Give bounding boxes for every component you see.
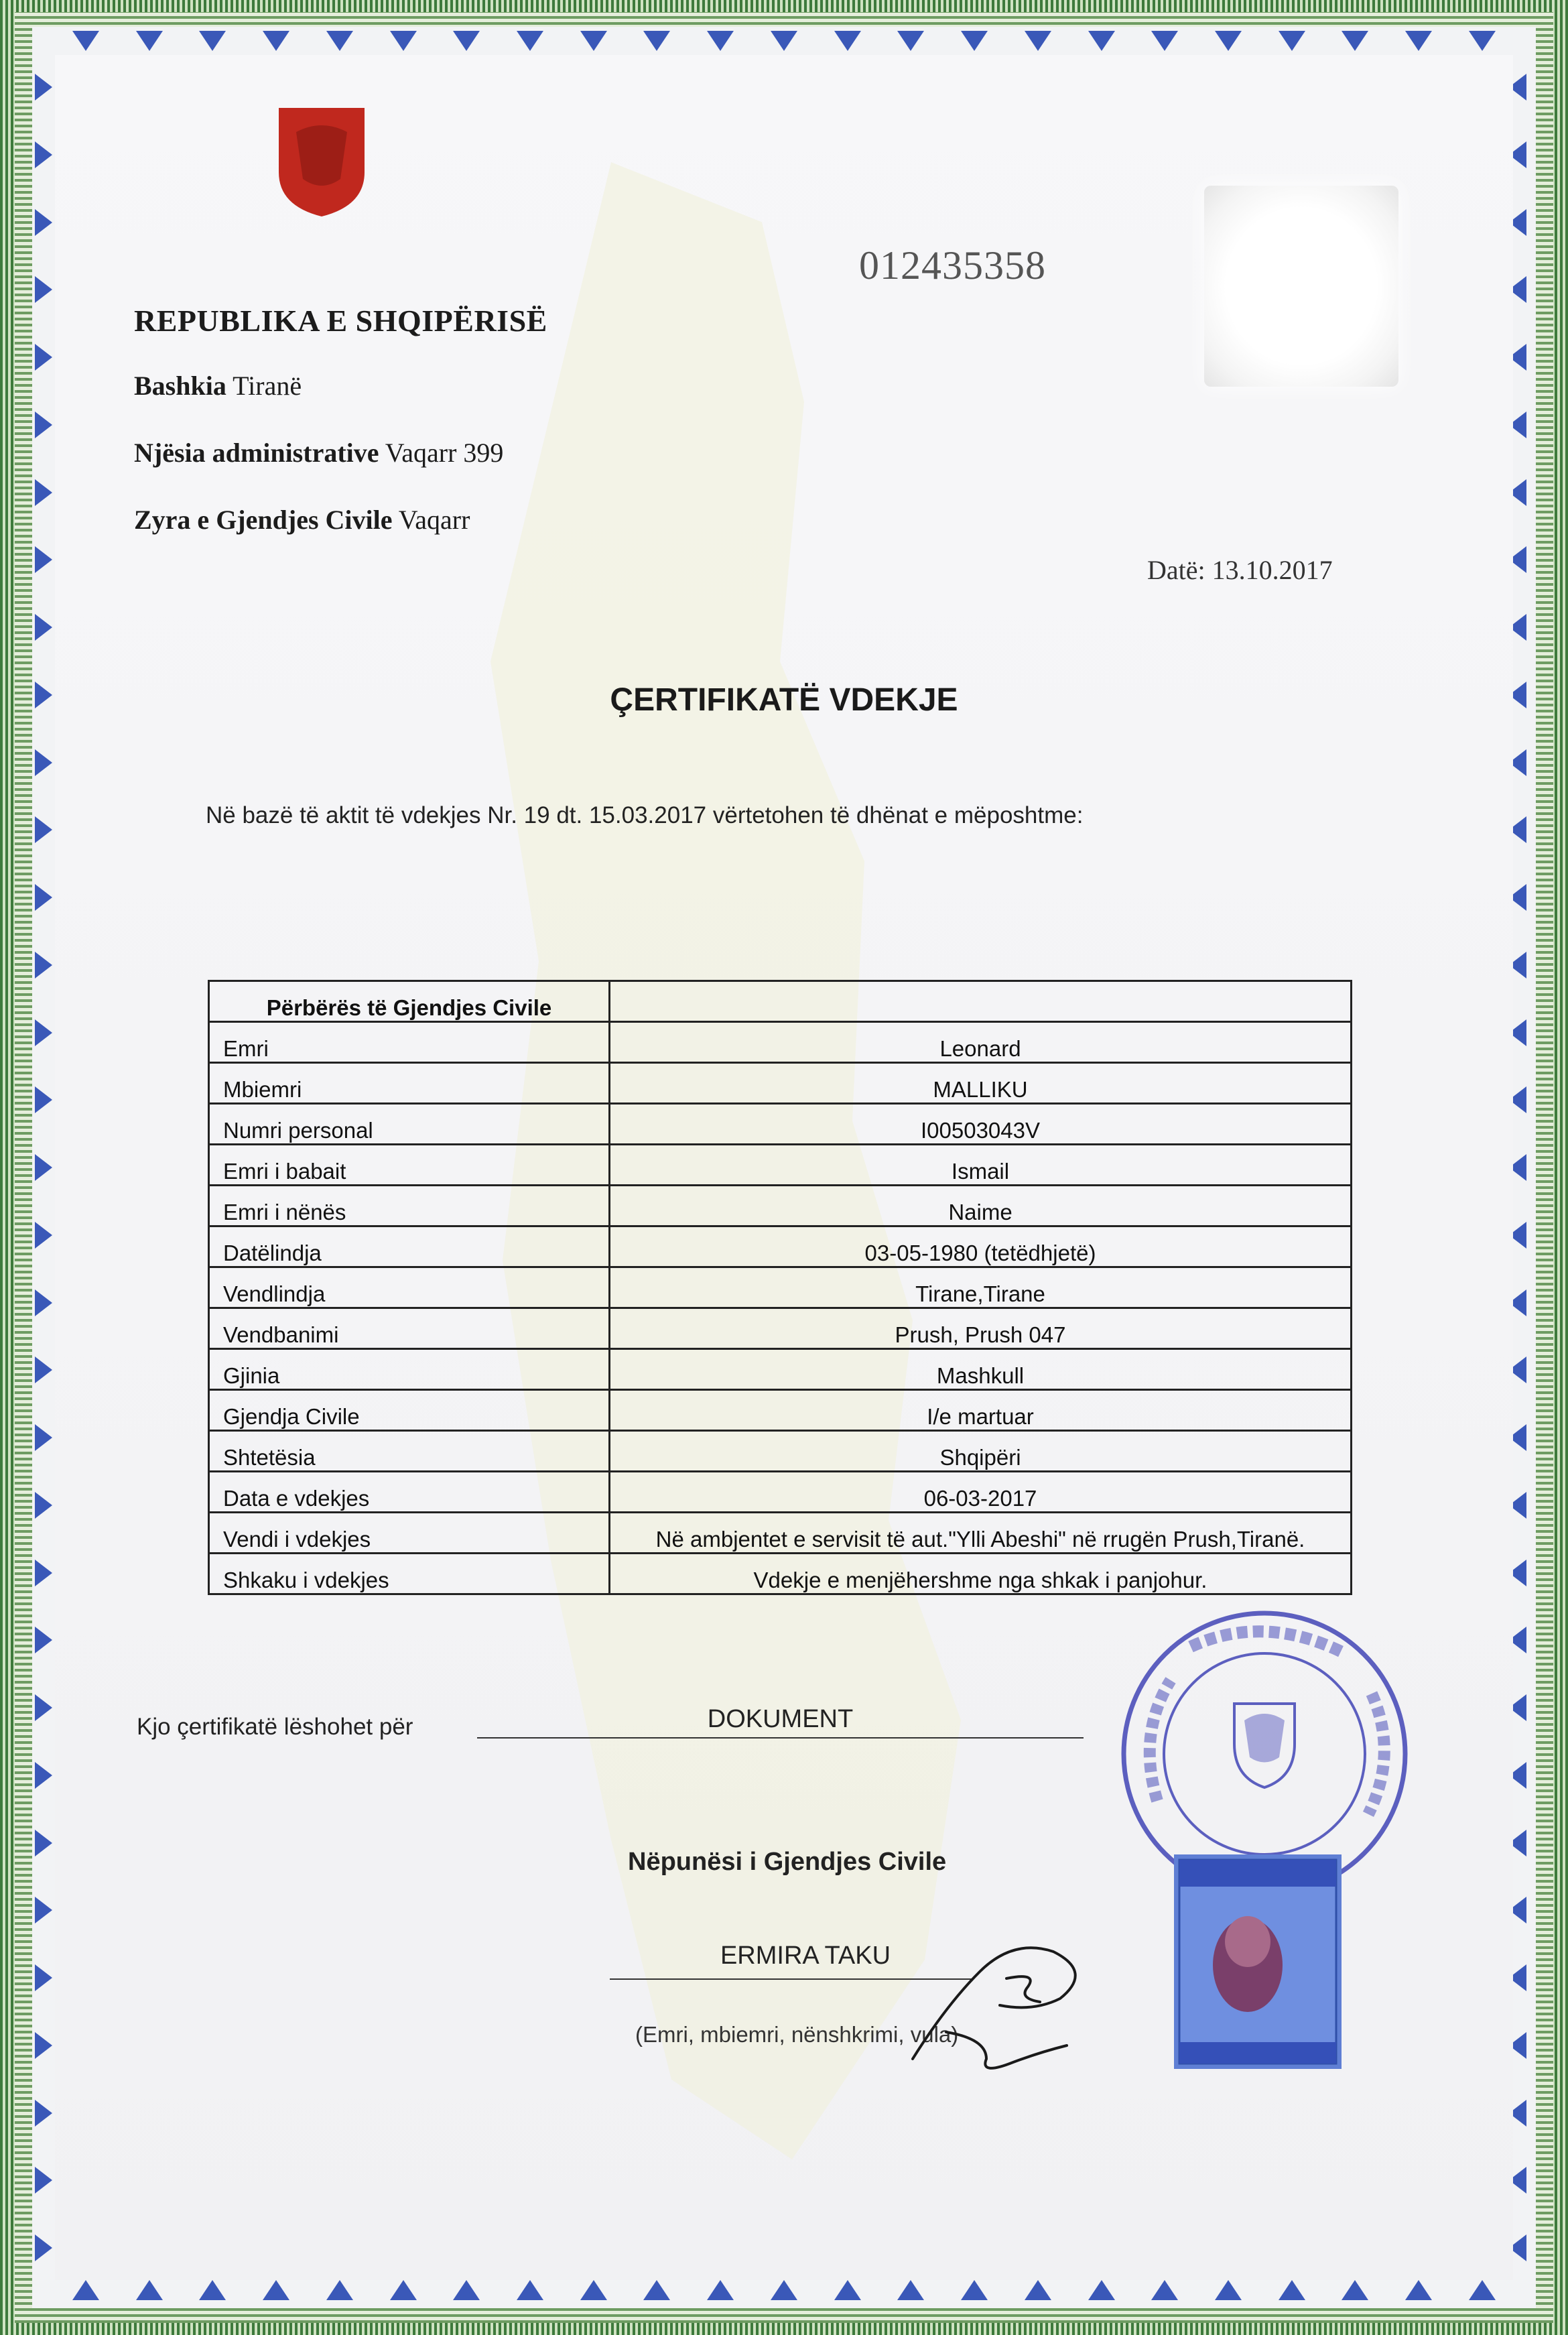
border-triangle <box>517 31 543 51</box>
row-label: Gjendja Civile <box>209 1390 610 1431</box>
table-row <box>209 1226 1352 1267</box>
border-triangle <box>35 276 52 303</box>
border-triangle <box>35 952 52 979</box>
row-label: Shkaku i vdekjes <box>209 1554 610 1594</box>
border-triangle <box>390 31 417 51</box>
border-triangle <box>1151 2280 1178 2300</box>
table-row <box>209 1022 1352 1063</box>
border-triangle <box>35 816 52 843</box>
border-triangle <box>580 2280 607 2300</box>
border-triangle <box>643 2280 670 2300</box>
triangle-border-top <box>72 31 1496 55</box>
border-triangle <box>35 1154 52 1181</box>
table-row <box>209 1308 1352 1349</box>
officer-name: ERMIRA TAKU <box>720 1942 891 1970</box>
zyra-value: Vaqarr <box>398 505 470 535</box>
border-triangle <box>1469 31 1496 51</box>
zyra-line <box>134 504 470 535</box>
border-triangle <box>326 31 353 51</box>
border-triangle <box>580 31 607 51</box>
row-value: Naime <box>610 1186 1352 1226</box>
bashkia-value: Tiranë <box>233 371 302 401</box>
row-value: Shqipëri <box>610 1431 1352 1472</box>
officer-title: Nëpunësi i Gjendjes Civile <box>628 1848 947 1876</box>
row-value: I/e martuar <box>610 1390 1352 1431</box>
border-triangle <box>707 2280 734 2300</box>
row-label: Gjinia <box>209 1349 610 1390</box>
row-label: Vendi i vdekjes <box>209 1513 610 1554</box>
table-header-row <box>209 981 1352 1022</box>
border-triangle <box>35 1492 52 1519</box>
border-triangle <box>35 2100 52 2127</box>
border-triangle <box>35 209 52 236</box>
border-triangle <box>35 884 52 911</box>
table-header-value <box>610 981 1352 1022</box>
albanian-emblem-icon <box>276 105 367 219</box>
row-label: Datëlindja <box>209 1226 610 1267</box>
issued-for-value: DOKUMENT <box>707 1705 854 1733</box>
border-triangle <box>643 31 670 51</box>
zyra-label: Zyra e Gjendjes Civile <box>134 505 393 535</box>
row-value: MALLIKU <box>610 1063 1352 1104</box>
border-triangle <box>1215 2280 1242 2300</box>
table-row <box>209 1063 1352 1104</box>
border-triangle <box>136 31 163 51</box>
table-row <box>209 1390 1352 1431</box>
njesia-label: Njësia administrative <box>134 438 379 468</box>
border-triangle <box>35 682 52 708</box>
border-triangle <box>35 412 52 438</box>
border-triangle <box>72 31 99 51</box>
border-triangle <box>199 31 226 51</box>
border-triangle <box>35 74 52 101</box>
border-triangle <box>453 2280 480 2300</box>
border-triangle <box>35 2234 52 2261</box>
border-triangle <box>35 749 52 776</box>
row-label: Vendbanimi <box>209 1308 610 1349</box>
certificate-title: ÇERTIFIKATË VDEKJE <box>610 682 958 718</box>
border-triangle <box>35 1560 52 1586</box>
border-triangle <box>35 1627 52 1653</box>
officer-caption: (Emri, mbiemri, nënshkrimi, vula) <box>635 2022 959 2047</box>
border-triangle <box>897 2280 924 2300</box>
border-triangle <box>35 1762 52 1789</box>
border-triangle <box>1215 31 1242 51</box>
table-row <box>209 1145 1352 1186</box>
table-row <box>209 1349 1352 1390</box>
republic-heading: REPUBLIKA E SHQIPËRISË <box>134 304 547 338</box>
row-label: Numri personal <box>209 1104 610 1145</box>
table-header-label: Përbërës të Gjendjes Civile <box>209 981 610 1022</box>
serial-number: 012435358 <box>859 243 1046 288</box>
border-triangle <box>1405 31 1432 51</box>
border-triangle <box>35 1694 52 1721</box>
row-label: Mbiemri <box>209 1063 610 1104</box>
row-label: Shtetësia <box>209 1431 610 1472</box>
border-triangle <box>35 1964 52 1991</box>
border-triangle <box>1469 2280 1496 2300</box>
border-triangle <box>326 2280 353 2300</box>
issued-for-underline <box>477 1737 1084 1739</box>
issue-date: Datë: 13.10.2017 <box>1147 555 1333 585</box>
row-value: Tirane,Tirane <box>610 1267 1352 1308</box>
border-triangle <box>35 2032 52 2059</box>
tax-stamp-icon <box>1174 1854 1342 2069</box>
border-triangle <box>35 1356 52 1383</box>
row-label: Emri i nënës <box>209 1186 610 1226</box>
row-value: Vdekje e menjëhershme nga shkak i panjohur. <box>610 1554 1352 1594</box>
border-triangle <box>136 2280 163 2300</box>
border-triangle <box>35 1897 52 1923</box>
njesia-line <box>134 437 503 468</box>
table-row <box>209 1186 1352 1226</box>
bashkia-line <box>134 370 302 401</box>
row-value: 03-05-1980 (tetëdhjetë) <box>610 1226 1352 1267</box>
row-label: Emri <box>209 1022 610 1063</box>
border-triangle <box>35 1424 52 1451</box>
border-triangle <box>35 344 52 371</box>
border-triangle <box>834 2280 861 2300</box>
intro-statement: Në bazë të aktit të vdekjes Nr. 19 dt. 15.03.2017 vërtetohen të dhënat e mëposhtme: <box>206 802 1084 828</box>
border-triangle <box>1025 31 1051 51</box>
border-triangle <box>35 2167 52 2194</box>
border-triangle <box>35 614 52 641</box>
table-row <box>209 1431 1352 1472</box>
border-triangle <box>961 31 988 51</box>
border-triangle <box>1279 2280 1305 2300</box>
row-label: Vendlindja <box>209 1267 610 1308</box>
row-label: Emri i babait <box>209 1145 610 1186</box>
row-value: 06-03-2017 <box>610 1472 1352 1513</box>
border-triangle <box>1025 2280 1051 2300</box>
njesia-value: Vaqarr 399 <box>385 438 504 468</box>
border-triangle <box>1279 31 1305 51</box>
border-triangle <box>1342 2280 1368 2300</box>
border-triangle <box>771 31 797 51</box>
border-triangle <box>35 1289 52 1316</box>
border-triangle <box>35 141 52 168</box>
row-value: Prush, Prush 047 <box>610 1308 1352 1349</box>
border-triangle <box>834 31 861 51</box>
border-triangle <box>35 546 52 573</box>
border-triangle <box>35 479 52 506</box>
border-triangle <box>707 31 734 51</box>
certificate-paper <box>55 55 1513 2280</box>
border-triangle <box>263 2280 289 2300</box>
row-value: Në ambjentet e servisit të aut."Ylli Abeshi" në rrugën Prush,Tiranë. <box>610 1513 1352 1554</box>
border-triangle <box>1088 31 1115 51</box>
border-triangle <box>897 31 924 51</box>
border-triangle <box>35 1830 52 1856</box>
border-triangle <box>390 2280 417 2300</box>
border-triangle <box>35 1222 52 1249</box>
row-value: I00503043V <box>610 1104 1352 1145</box>
table-row <box>209 1554 1352 1594</box>
row-value: Mashkull <box>610 1349 1352 1390</box>
border-triangle <box>72 2280 99 2300</box>
row-value: Leonard <box>610 1022 1352 1063</box>
border-triangle <box>1342 31 1368 51</box>
table-row <box>209 1104 1352 1145</box>
border-triangle <box>263 31 289 51</box>
row-value: Ismail <box>610 1145 1352 1186</box>
table-row <box>209 1472 1352 1513</box>
border-triangle <box>1151 31 1178 51</box>
issued-for-label: Kjo çertifikatë lëshohet për <box>137 1714 413 1740</box>
bashkia-label: Bashkia <box>134 371 226 401</box>
border-triangle <box>771 2280 797 2300</box>
civil-status-table <box>208 980 1352 1595</box>
table-row <box>209 1513 1352 1554</box>
border-triangle <box>35 1019 52 1046</box>
border-triangle <box>35 1086 52 1113</box>
border-triangle <box>961 2280 988 2300</box>
border-triangle <box>517 2280 543 2300</box>
row-label: Data e vdekjes <box>209 1472 610 1513</box>
signature-icon <box>906 1925 1107 2086</box>
triangle-border-bottom <box>72 2280 1496 2304</box>
border-triangle <box>199 2280 226 2300</box>
border-triangle <box>453 31 480 51</box>
border-triangle <box>1405 2280 1432 2300</box>
table-row <box>209 1267 1352 1308</box>
photo-area-glare <box>1204 186 1398 387</box>
border-triangle <box>1088 2280 1115 2300</box>
